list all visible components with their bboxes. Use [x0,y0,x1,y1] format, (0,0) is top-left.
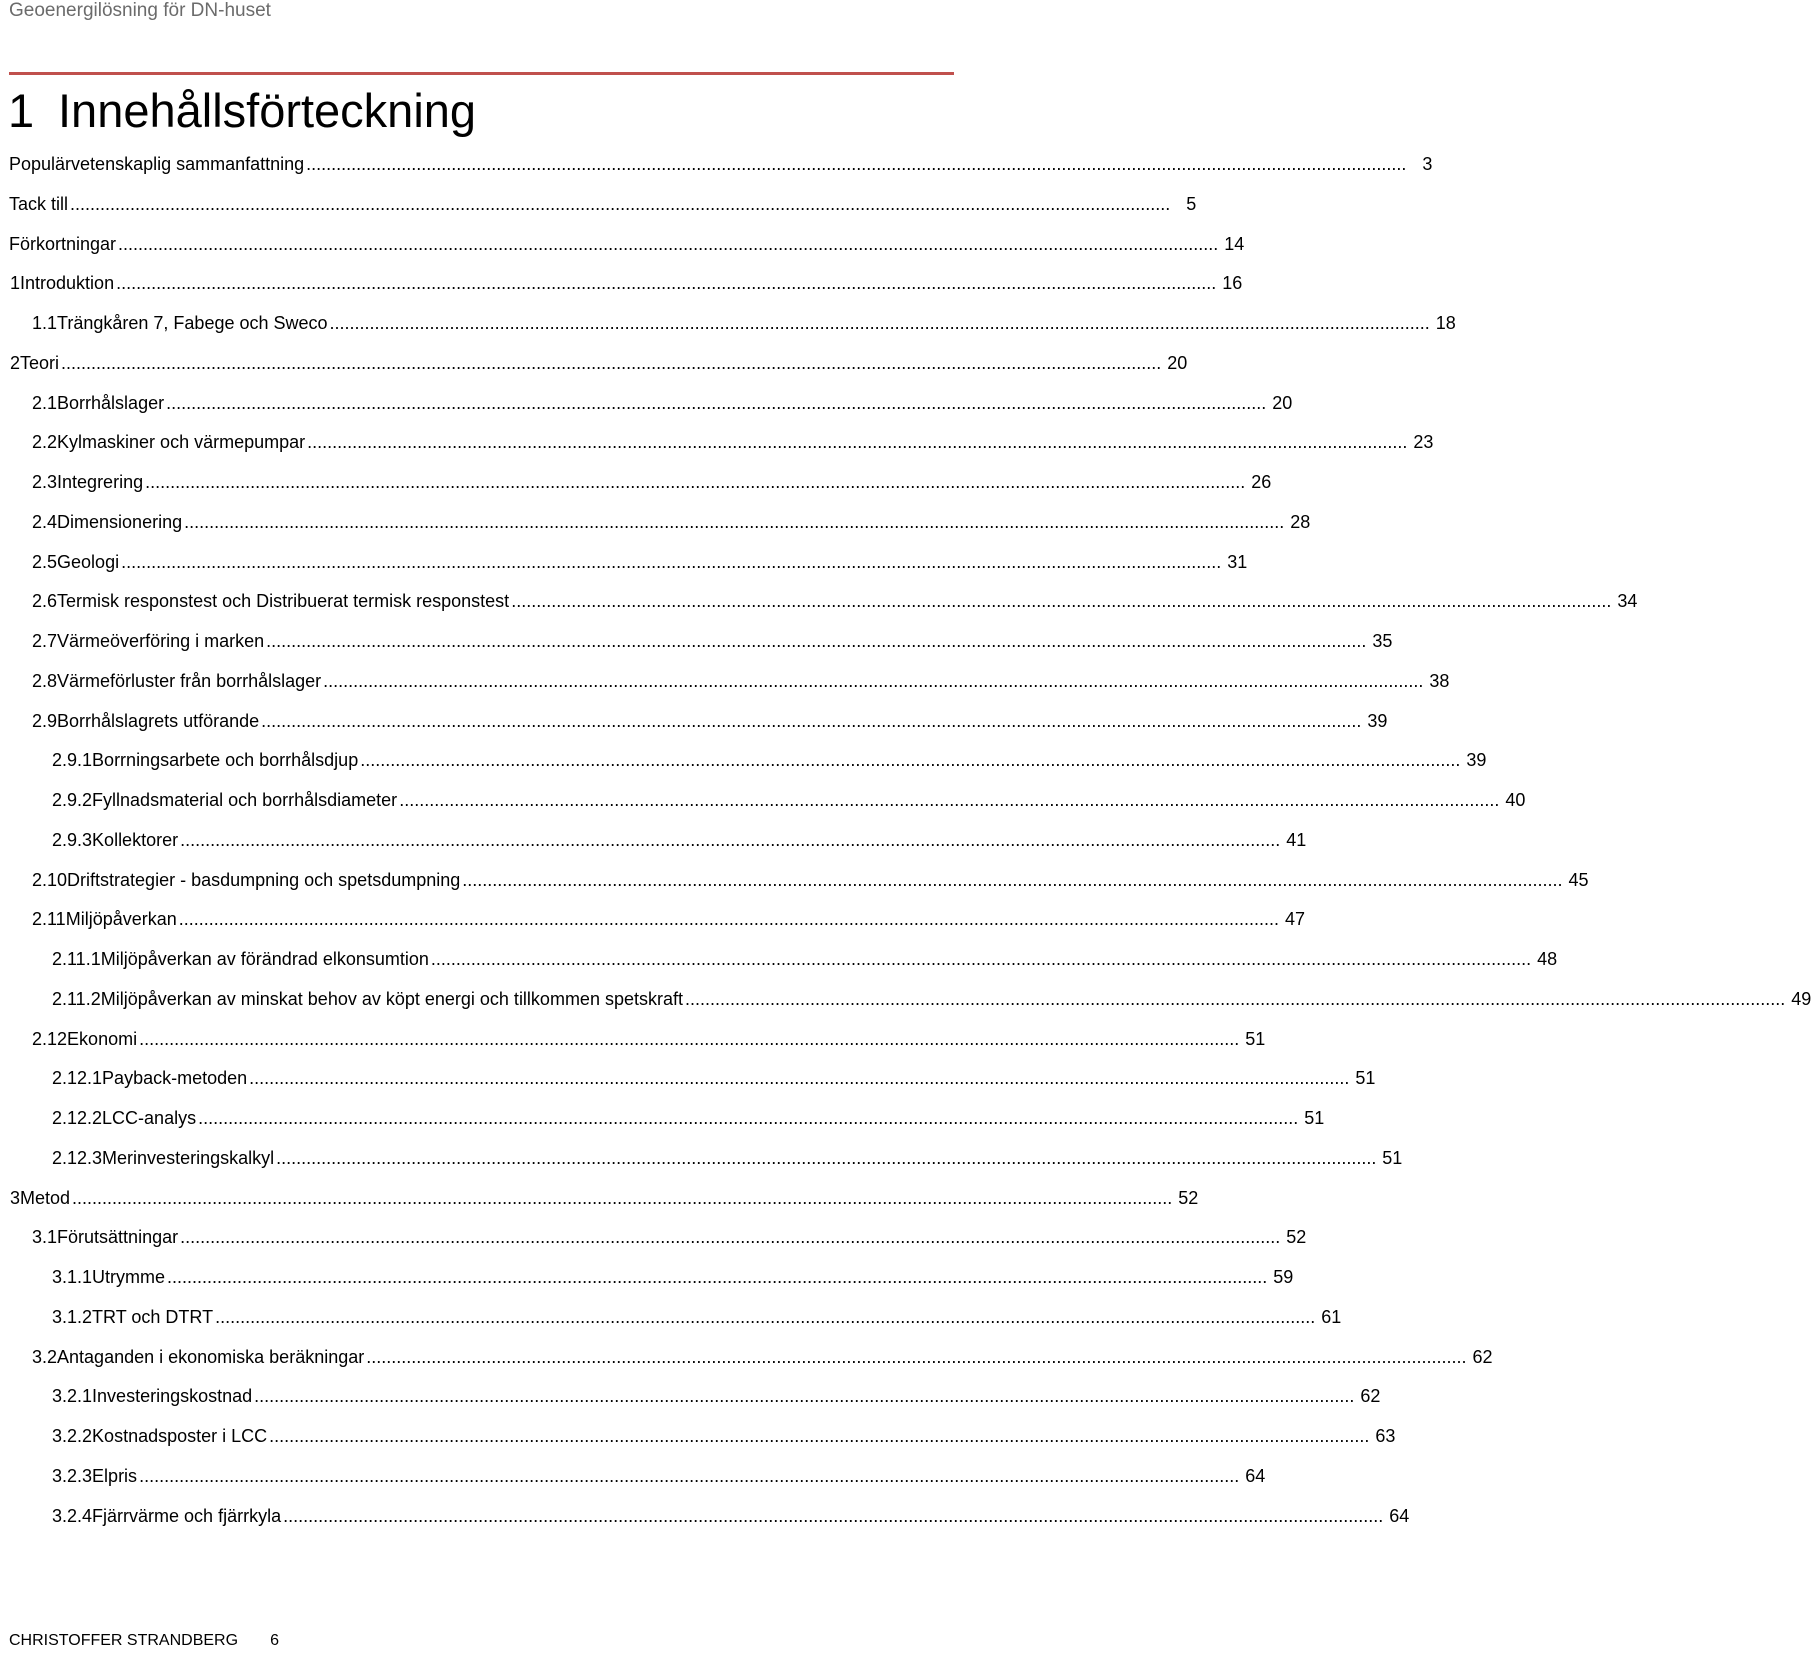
toc-leader-dots: ............................................................................................................................................................................................................................ [366,1346,1467,1367]
toc-entry-page: 51 [1304,1108,1325,1128]
toc-entry-title: Antaganden i ekonomiska beräkningar [57,1346,365,1367]
toc-entry-page: 52 [1178,1187,1199,1208]
toc-leader-dots: ............................................................................................................................................................................................................................ [198,1108,1299,1128]
toc-entry[interactable] [0,150,1433,178]
toc-entry-title: Driftstrategier - basdumpning och spetsdumpning [67,869,461,890]
toc-entry-title: Kostnadsposter i LCC [92,1426,268,1446]
toc-leader-dots: ............................................................................................................................................................................................................................ [685,988,1786,1009]
toc-entry-title: Integrering [57,472,144,492]
toc-entry-title: Borrhålslagrets utförande [57,710,260,731]
toc-leader-dots: ............................................................................................................................................................................................................................ [72,1187,1173,1208]
toc-entry-page: 31 [1227,551,1248,572]
toc-leader-dots: ............................................................................................................................................................................................................................ [139,1465,1240,1486]
toc-heading-number: 1 [8,84,35,137]
toc-entry-number: 3.2.3 [52,1465,93,1486]
toc-entry[interactable] [0,1184,1199,1212]
toc-entry-number: 3.2.2 [52,1426,93,1446]
toc-entry[interactable] [0,1303,1342,1331]
toc-entry-title: Elpris [92,1465,138,1486]
toc-entry-page: 64 [1245,1465,1266,1486]
toc-entry[interactable] [0,1223,1307,1251]
toc-entry-number: 2.12.2 [52,1108,103,1128]
toc-entry-number: 2.10 [32,869,68,890]
toc-leader-dots: ............................................................................................................................................................................................................................ [307,432,1408,453]
toc-entry-number: 2.3 [32,472,58,492]
toc-entry-page: 49 [1791,988,1811,1009]
toc-leader-dots: ............................................................................................................................................................................................................................ [266,631,1367,651]
toc-leader-dots: ............................................................................................................................................................................................................................ [323,670,1424,691]
toc-entry[interactable] [0,468,1272,496]
toc-entry-number: 3.2.1 [52,1386,93,1407]
page-footer [9,1632,279,1650]
toc-entry[interactable] [0,389,1293,417]
footer-author: CHRISTOFFER STRANDBERG [9,1632,239,1649]
toc-entry-page: 35 [1372,631,1393,651]
toc-entry[interactable] [0,826,1307,854]
toc-entry-title: Värmeförluster från borrhålslager [57,670,322,691]
toc-entry-number: 2.12.3 [52,1147,103,1168]
toc-entry[interactable] [0,746,1487,774]
toc-entry-title: Kylmaskiner och värmepumpar [57,432,306,453]
toc-entry-page: 34 [1617,591,1638,612]
toc-leader-dots: ............................................................................................................................................................................................................................ [254,1386,1355,1407]
toc-leader-dots: ............................................................................................................................................................................................................................ [399,790,1500,810]
toc-entry-number: 2 [10,352,21,373]
running-header: Geoenergilösning för DN-huset [9,0,271,21]
toc-entry[interactable] [0,1382,1381,1410]
toc-entry-page: 61 [1321,1306,1342,1327]
toc-entry-page: 14 [1224,233,1245,254]
toc-entry-page: 26 [1251,472,1272,492]
toc-entry-title: Fyllnadsmaterial och borrhålsdiameter [92,790,398,810]
toc-entry[interactable] [0,1422,1396,1450]
toc-entry-page: 20 [1272,392,1293,413]
toc-entry[interactable] [0,1104,1325,1132]
toc-leader-dots: ............................................................................................................................................................................................................................ [462,869,1563,890]
toc-leader-dots: ............................................................................................................................................................................................................................ [180,829,1281,850]
toc-leader-dots: ............................................................................................................................................................................................................................ [139,1028,1240,1049]
toc-entry[interactable] [0,667,1450,695]
toc-entry-title: Tack till [9,193,69,214]
toc-entry-page: 38 [1429,670,1450,691]
toc-entry-number: 2.12.1 [52,1068,103,1089]
toc-entry-page: 45 [1568,869,1589,890]
toc-entry[interactable] [0,1343,1493,1371]
toc-entry-title: Termisk responstest och Distribuerat termisk responstest [57,591,510,612]
toc-entry[interactable] [0,627,1393,655]
toc-entry-number: 2.5 [32,551,58,572]
toc-leader-dots: ............................................................................................................................................................................................................................ [70,193,1171,214]
toc-leader-dots: ............................................................................................................................................................................................................................ [166,392,1267,413]
toc-entry-page: 39 [1367,710,1388,731]
toc-entry-number: 2.9.3 [52,829,93,850]
toc-entry[interactable] [0,587,1638,615]
toc-entry[interactable] [0,1025,1266,1053]
toc-entry-title: Trängkåren 7, Fabege och Sweco [57,313,328,333]
toc-entry-page: 51 [1355,1068,1376,1089]
toc-entry[interactable] [0,428,1434,456]
toc-entry-title: Miljöpåverkan av förändrad elkonsumtion [100,949,429,969]
toc-entry-number: 2.11.2 [52,988,101,1009]
toc-leader-dots: ............................................................................................................................................................................................................................ [116,273,1217,294]
toc-entry[interactable] [0,230,1245,258]
toc-entry-number: 2.12 [32,1028,68,1049]
toc-entry-title: Dimensionering [57,511,183,532]
toc-entry[interactable] [0,905,1305,933]
toc-entry[interactable] [0,1144,1403,1172]
toc-entry[interactable] [0,945,1558,973]
toc-entry-title: Miljöpåverkan [65,909,177,930]
toc-entry-page: 18 [1435,313,1456,333]
toc-entry-title: Borrningsarbete och borrhålsdjup [92,750,359,771]
footer-page-number: 6 [270,1632,279,1649]
toc-leader-dots: ............................................................................................................................................................................................................................ [249,1068,1350,1089]
toc-entry-number: 3.1 [32,1227,58,1248]
toc-entry-number: 2.4 [32,511,58,532]
toc-entry-page: 5 [1186,193,1197,214]
toc-entry-number: 3.1.1 [52,1267,93,1287]
toc-entry-number: 2.1 [32,392,58,413]
toc-entry-page: 20 [1167,352,1188,373]
toc-entry-page: 62 [1360,1386,1381,1407]
toc-entry-title: Kollektorer [92,829,179,850]
toc-entry-number: 2.11 [32,909,66,930]
toc-entry-title: Värmeöverföring i marken [57,631,265,651]
toc-entry[interactable] [0,1263,1294,1291]
toc-heading [8,80,476,142]
toc-leader-dots: ............................................................................................................................................................................................................................ [61,352,1162,373]
toc-entry-title: TRT och DTRT [92,1306,214,1327]
toc-entry-title: Geologi [57,551,120,572]
toc-entry-page: 62 [1472,1346,1493,1367]
toc-leader-dots: ............................................................................................................................................................................................................................ [306,154,1407,174]
toc-entry-page: 51 [1382,1147,1403,1168]
toc-entry-number: 3.2 [32,1346,58,1367]
toc-entry-number: 2.2 [32,432,58,453]
toc-leader-dots: ............................................................................................................................................................................................................................ [276,1147,1377,1168]
toc-leader-dots: ............................................................................................................................................................................................................................ [269,1426,1370,1446]
toc-entry-number: 3.1.2 [52,1306,93,1327]
toc-entry-number: 3 [10,1187,21,1208]
toc-entry[interactable] [0,349,1188,377]
toc-entry-page: 28 [1290,511,1311,532]
toc-leader-dots: ............................................................................................................................................................................................................................ [329,313,1430,333]
toc-entry-title: LCC-analys [102,1108,197,1128]
header-rule [9,72,954,75]
toc-heading-text: Innehållsförteckning [58,84,477,137]
toc-entry-number: 2.11.1 [52,949,101,969]
toc-entry[interactable] [0,985,1811,1013]
toc-entry-number: 1.1 [32,313,58,333]
toc-entry-title: Payback-metoden [102,1068,248,1089]
toc-entry[interactable] [0,190,1197,218]
toc-entry-page: 41 [1286,829,1307,850]
toc-entry-page: 16 [1222,273,1243,294]
toc-leader-dots: ............................................................................................................................................................................................................................ [180,1227,1281,1248]
toc-entry-number: 1 [10,273,21,294]
toc-entry[interactable] [0,508,1311,536]
toc-entry[interactable] [0,269,1243,297]
toc-entry-number: 2.9.2 [52,790,93,810]
toc-entry-number: 2.9.1 [52,750,93,771]
toc-entry-page: 47 [1284,909,1305,930]
toc-entry-title: Metod [20,1187,71,1208]
toc-entry-title: Förkortningar [9,233,117,254]
toc-leader-dots: ............................................................................................................................................................................................................................ [167,1267,1268,1287]
toc-entry-page: 48 [1537,949,1558,969]
toc-leader-dots: ............................................................................................................................................................................................................................ [145,472,1246,492]
toc-entry-number: 2.7 [32,631,58,651]
toc-entry[interactable] [0,1064,1376,1092]
toc-entry-title: Teori [20,352,60,373]
toc-leader-dots: ............................................................................................................................................................................................................................ [215,1306,1316,1327]
toc-entry-title: Merinvesteringskalkyl [102,1147,275,1168]
toc-leader-dots: ............................................................................................................................................................................................................................ [118,233,1219,254]
toc-leader-dots: ............................................................................................................................................................................................................................ [511,591,1612,612]
toc-entry-title: Miljöpåverkan av minskat behov av köpt energi och tillkommen spetskraft [100,988,683,1009]
toc-entry[interactable] [0,1462,1266,1490]
toc-entry[interactable] [0,1502,1410,1530]
toc-entry-number: 2.9 [32,710,58,731]
toc-entry-page: 59 [1273,1267,1294,1287]
toc-leader-dots: ............................................................................................................................................................................................................................ [283,1505,1384,1526]
toc-entry-title: Borrhålslager [57,392,165,413]
toc-entry-title: Introduktion [20,273,115,294]
toc-entry[interactable] [0,548,1248,576]
toc-entry-page: 3 [1422,154,1433,174]
toc-entry-page: 23 [1413,432,1434,453]
toc-leader-dots: ............................................................................................................................................................................................................................ [430,949,1532,969]
toc-entry-title: Utrymme [92,1267,166,1287]
toc-entry-page: 40 [1505,790,1526,810]
toc-entry-title: Fjärrvärme och fjärrkyla [92,1505,282,1526]
toc-entry-number: 2.6 [32,591,58,612]
toc-leader-dots: ............................................................................................................................................................................................................................ [178,909,1279,930]
toc-entry-title: Populärvetenskaplig sammanfattning [9,154,305,174]
toc-leader-dots: ............................................................................................................................................................................................................................ [121,551,1222,572]
toc-entry-page: 64 [1389,1505,1410,1526]
toc-entry-number: 3.2.4 [52,1505,93,1526]
toc-entry[interactable] [0,786,1526,814]
toc-entry[interactable] [0,707,1388,735]
toc-entry-title: Investeringskostnad [92,1386,253,1407]
toc-entry-page: 39 [1466,750,1487,771]
toc-entry[interactable] [0,866,1589,894]
toc-entry-page: 52 [1286,1227,1307,1248]
toc-entry[interactable] [0,309,1456,337]
toc-entry-page: 63 [1375,1426,1396,1446]
toc-entry-title: Förutsättningar [57,1227,179,1248]
toc-leader-dots: ............................................................................................................................................................................................................................ [360,750,1461,771]
toc-leader-dots: ............................................................................................................................................................................................................................ [261,710,1362,731]
toc-entry-title: Ekonomi [67,1028,138,1049]
toc-entry-page: 51 [1245,1028,1266,1049]
toc-leader-dots: ............................................................................................................................................................................................................................ [184,511,1285,532]
toc-entry-number: 2.8 [32,670,58,691]
